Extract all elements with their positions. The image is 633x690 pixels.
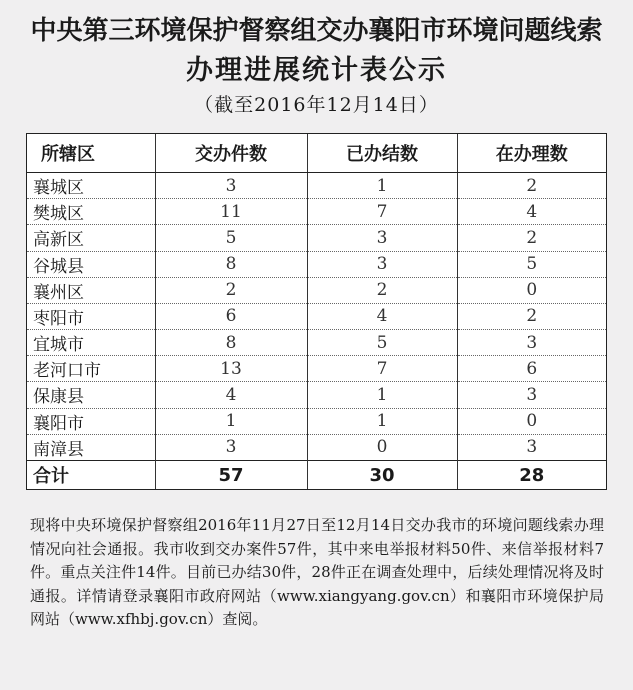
header-assigned: 交办件数 <box>155 134 307 173</box>
table-row <box>27 408 606 434</box>
in-progress-cell: 0 <box>457 277 606 303</box>
completed-cell: 4 <box>307 303 457 329</box>
page-title-line1: 中央第三环境保护督察组交办襄阳市环境问题线索 <box>30 16 603 46</box>
district-cell: 南漳县 <box>27 434 155 460</box>
header-district: 所辖区 <box>27 134 155 173</box>
in-progress-cell: 2 <box>457 173 606 199</box>
total-in-progress: 28 <box>457 461 606 490</box>
district-cell: 樊城区 <box>27 199 155 225</box>
page-title-line2: 办理进展统计表公示 <box>186 55 447 86</box>
in-progress-cell: 3 <box>457 434 606 460</box>
in-progress-cell: 3 <box>457 382 606 408</box>
table-body <box>27 173 606 461</box>
in-progress-cell: 2 <box>457 303 606 329</box>
district-cell: 高新区 <box>27 225 155 251</box>
completed-cell: 3 <box>307 251 457 277</box>
table-row <box>27 251 606 277</box>
completed-cell: 7 <box>307 356 457 382</box>
assigned-cell: 5 <box>155 225 307 251</box>
assigned-cell: 1 <box>155 408 307 434</box>
completed-cell: 7 <box>307 199 457 225</box>
table-row <box>27 173 606 199</box>
district-cell: 襄阳市 <box>27 408 155 434</box>
total-label: 合计 <box>27 461 155 490</box>
statistics-table-container <box>26 133 607 490</box>
in-progress-cell: 6 <box>457 356 606 382</box>
assigned-cell: 6 <box>155 303 307 329</box>
table-row <box>27 434 606 460</box>
district-cell: 保康县 <box>27 382 155 408</box>
completed-cell: 0 <box>307 434 457 460</box>
district-cell: 老河口市 <box>27 356 155 382</box>
header-in-progress: 在办理数 <box>457 134 606 173</box>
assigned-cell: 8 <box>155 251 307 277</box>
completed-cell: 2 <box>307 277 457 303</box>
table-row <box>27 199 606 225</box>
table-row <box>27 330 606 356</box>
in-progress-cell: 3 <box>457 330 606 356</box>
table-row <box>27 225 606 251</box>
assigned-cell: 3 <box>155 173 307 199</box>
page-subtitle-date: （截至2016年12月14日） <box>194 94 439 116</box>
completed-cell: 5 <box>307 330 457 356</box>
assigned-cell: 2 <box>155 277 307 303</box>
table-total-row <box>27 461 606 490</box>
completed-cell: 1 <box>307 408 457 434</box>
assigned-cell: 8 <box>155 330 307 356</box>
table-row <box>27 303 606 329</box>
district-cell: 襄州区 <box>27 277 155 303</box>
district-cell: 谷城县 <box>27 251 155 277</box>
in-progress-cell: 0 <box>457 408 606 434</box>
total-completed: 30 <box>307 461 457 490</box>
table-row <box>27 382 606 408</box>
completed-cell: 3 <box>307 225 457 251</box>
notice-paragraph <box>30 514 604 632</box>
table-header-row <box>27 134 606 173</box>
header-completed: 已办结数 <box>307 134 457 173</box>
completed-cell: 1 <box>307 173 457 199</box>
statistics-table <box>27 134 606 489</box>
total-assigned: 57 <box>155 461 307 490</box>
assigned-cell: 11 <box>155 199 307 225</box>
assigned-cell: 3 <box>155 434 307 460</box>
assigned-cell: 13 <box>155 356 307 382</box>
in-progress-cell: 4 <box>457 199 606 225</box>
in-progress-cell: 2 <box>457 225 606 251</box>
in-progress-cell: 5 <box>457 251 606 277</box>
notice-text: 现将中央环境保护督察组2016年11月27日至12月14日交办我市的环境问题线索办理情况向社会通报。我市收到交办案件57件，其中来电举报材料50件、来信举报材料7件。重点关注件14件。目前已办结30件，28件正在调查处理中，后续处理情况将及时通报。详情请登录襄阳市政府网站（www.xiangyang.gov.cn）和襄阳市环境保护局网站（www.xfhbj.gov.cn）查阅。 <box>30 516 604 628</box>
completed-cell: 1 <box>307 382 457 408</box>
district-cell: 宜城市 <box>27 330 155 356</box>
district-cell: 枣阳市 <box>27 303 155 329</box>
table-row <box>27 277 606 303</box>
district-cell: 襄城区 <box>27 173 155 199</box>
table-row <box>27 356 606 382</box>
assigned-cell: 4 <box>155 382 307 408</box>
